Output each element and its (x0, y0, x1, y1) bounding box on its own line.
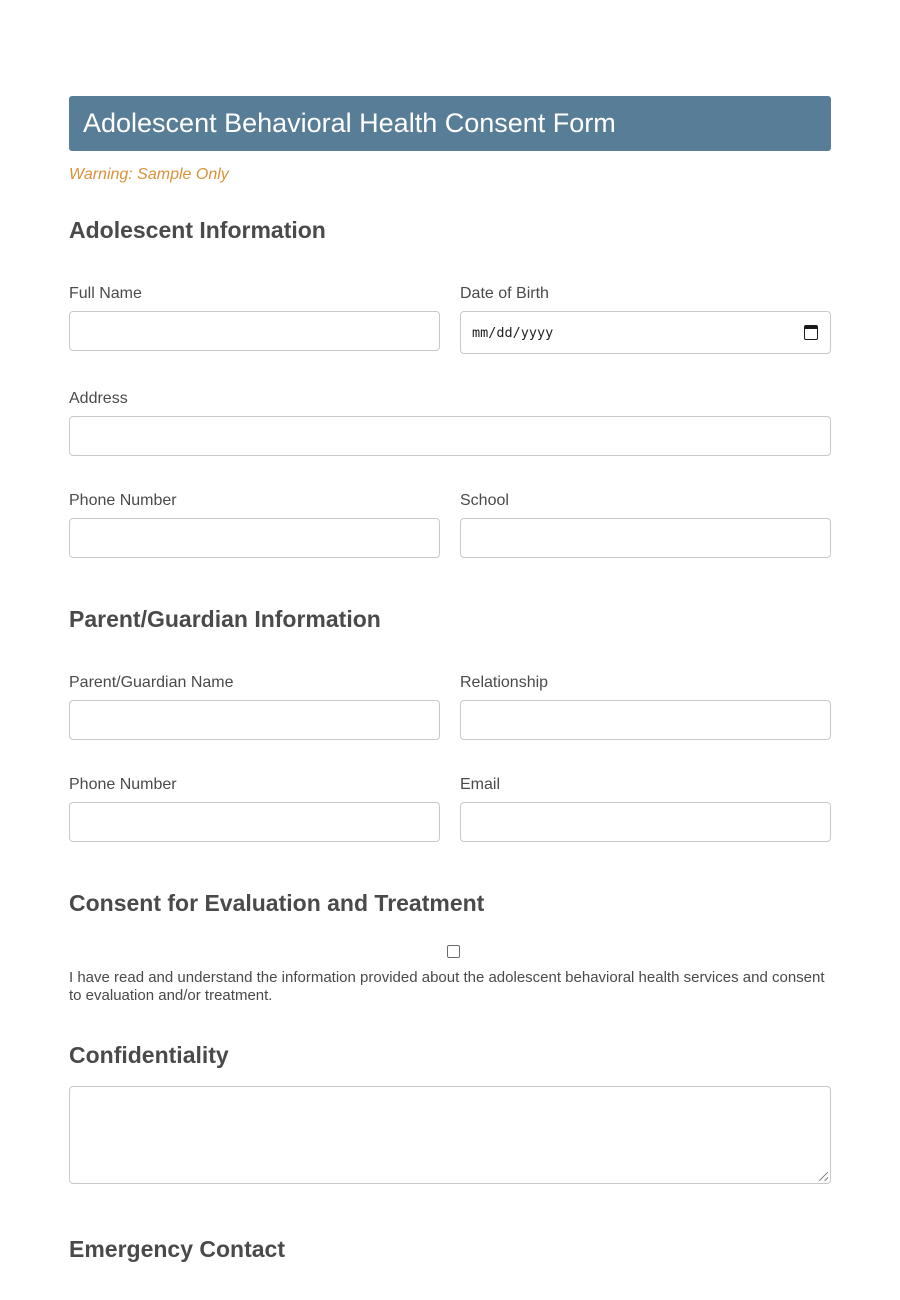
guardian-name-input[interactable] (69, 700, 440, 740)
email-input[interactable] (460, 802, 831, 842)
dob-label: Date of Birth (460, 285, 549, 302)
guardian-info-heading: Parent/Guardian Information (69, 606, 381, 632)
consent-statement: I have read and understand the information provided about the adolescent behavioral health services and consent to evaluation and/or treatment. (69, 969, 825, 1004)
address-label: Address (69, 390, 128, 407)
form-title: Adolescent Behavioral Health Consent Form (69, 96, 831, 151)
emergency-contact-heading: Emergency Contact (69, 1236, 286, 1262)
dob-input[interactable] (460, 311, 831, 354)
full-name-input[interactable] (69, 311, 440, 351)
confidentiality-heading: Confidentiality (69, 1042, 229, 1068)
school-label: School (460, 492, 509, 509)
guardian-phone-label: Phone Number (69, 776, 177, 793)
calendar-icon[interactable] (804, 325, 818, 340)
relationship-input[interactable] (460, 700, 831, 740)
adolescent-phone-label: Phone Number (69, 492, 177, 509)
adolescent-phone-input[interactable] (69, 518, 440, 558)
full-name-label: Full Name (69, 285, 142, 302)
adolescent-info-heading: Adolescent Information (69, 217, 326, 243)
confidentiality-textarea[interactable] (69, 1086, 831, 1184)
consent-checkbox[interactable] (447, 945, 460, 958)
guardian-name-label: Parent/Guardian Name (69, 674, 234, 691)
email-label: Email (460, 776, 501, 793)
resize-grip-icon[interactable] (819, 1172, 828, 1181)
dob-placeholder: mm/dd/yyyy (472, 324, 554, 341)
guardian-phone-input[interactable] (69, 802, 440, 842)
relationship-label: Relationship (460, 674, 549, 691)
consent-heading: Consent for Evaluation and Treatment (69, 890, 485, 916)
school-input[interactable] (460, 518, 831, 558)
address-input[interactable] (69, 416, 831, 456)
sample-warning: Warning: Sample Only (69, 166, 229, 183)
